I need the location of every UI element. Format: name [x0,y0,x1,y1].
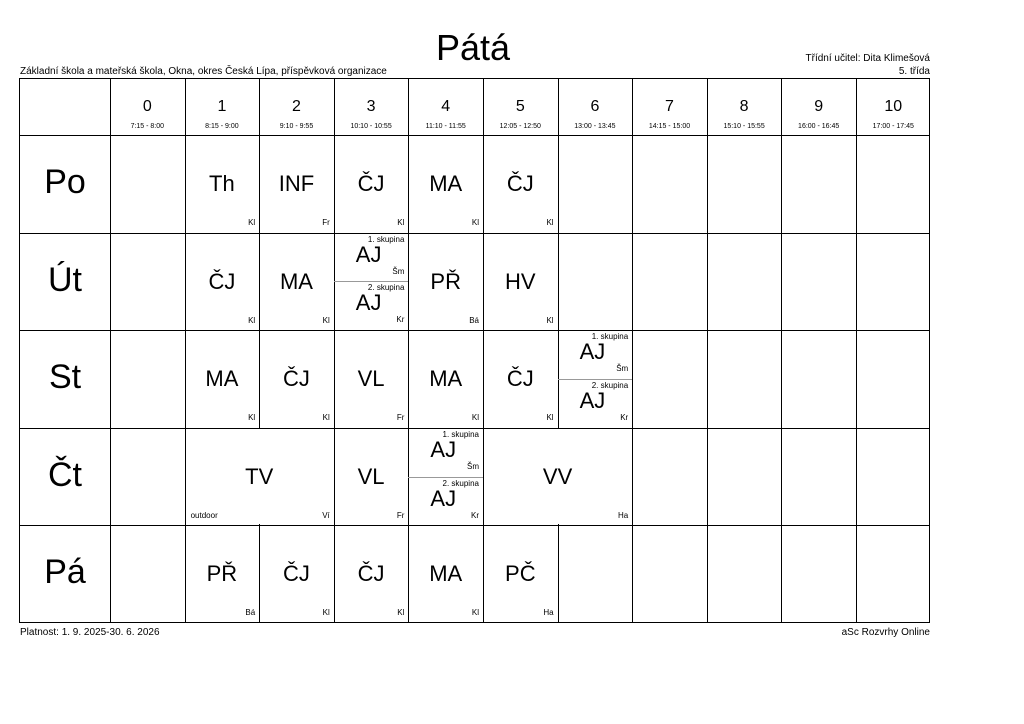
validity-text: Platnost: 1. 9. 2025-30. 6. 2026 [20,627,160,638]
lesson-subject: AJ [355,290,382,316]
lesson-subject: MA [205,366,239,392]
lesson-teacher: Kr [396,315,405,325]
grid-column-line [856,79,857,622]
lesson-teacher: Kl [248,315,256,325]
grid-column-line [632,79,633,622]
lesson-teacher: Šm [616,364,629,374]
lesson-subject: Th [209,171,235,196]
day-label: Čt [48,455,82,494]
lesson-teacher: Kl [322,608,330,618]
lesson-teacher: Kl [546,218,554,227]
period-time: 13:00 - 13:45 [574,123,616,130]
lesson-subject: AJ [579,339,606,365]
period-time: 12:05 - 12:50 [499,123,541,130]
period-time: 7:15 - 8:00 [130,123,165,130]
lesson-cell [185,428,334,526]
day-label: St [48,358,82,397]
lesson-subject: TV [245,463,274,489]
lesson-cell [334,428,409,526]
lesson-cell [259,525,334,623]
period-time: 11:10 - 11:55 [425,123,466,130]
lesson-cell [483,135,558,233]
lesson-subject: MA [429,171,463,196]
lesson-teacher: Ví [322,510,330,520]
day-label: Po [44,163,86,201]
group-divider [334,281,409,282]
brand-text: aSc Rozvrhy Online [841,627,930,638]
lesson-cell [185,233,260,331]
lesson-cell [483,525,558,623]
lesson-cell [408,135,483,233]
lesson-teacher: Šm [392,266,405,276]
lesson-teacher: Fr [396,413,405,423]
lesson-subject: MA [429,561,463,587]
grid-column-line [707,79,708,622]
lesson-subject: AJ [355,241,382,267]
lesson-subject: ČJ [506,366,534,392]
page-title: Pátá [435,27,511,68]
lesson-subject: PŘ [430,268,461,294]
lesson-teacher: Kl [471,608,479,618]
period-number: 2 [292,98,301,115]
lesson-subject: ČJ [283,561,310,587]
period-time: 17:00 - 17:45 [872,123,914,130]
lesson-subject: PČ [505,561,536,587]
lesson-cell [334,135,409,233]
lesson-cell [185,330,260,428]
day-label: Út [48,260,82,299]
period-time: 14:15 - 15:00 [648,123,691,130]
lesson-teacher: Kl [397,218,405,227]
period-number: 10 [884,98,903,115]
group-divider [408,477,483,478]
day-label: Pá [44,553,86,592]
period-time: 8:15 - 9:00 [205,123,239,130]
lesson-subject: VL [357,366,385,392]
lesson-cell [558,330,633,428]
lesson-cell [483,428,632,526]
lesson-teacher: Kl [471,218,479,227]
lesson-cell [408,330,483,428]
lesson-cell [185,525,260,623]
lesson-subject: ČJ [506,171,534,196]
lesson-cell [483,330,558,428]
lesson-cell [334,330,409,428]
lesson-subject: VL [357,463,385,489]
lesson-subject: HV [505,268,536,294]
group-label: 1. skupina [367,234,405,244]
lesson-cell [408,525,483,623]
lesson-cell [259,135,334,233]
group-label: 1. skupina [591,332,629,342]
grid-column-line [781,79,782,622]
period-number: 0 [142,98,152,115]
lesson-subject: MA [429,366,463,392]
period-number: 9 [814,98,824,115]
lesson-cell [334,525,409,623]
lesson-teacher: Kl [546,315,554,325]
group-label: 2. skupina [591,380,629,390]
lesson-teacher: Ha [543,608,554,618]
group-divider [558,379,633,380]
lesson-teacher: Bá [469,315,479,325]
lesson-subject: AJ [430,485,457,511]
lesson-cell [185,135,260,233]
period-number: 3 [366,98,376,115]
group-label: 1. skupina [442,429,479,439]
lesson-cell [408,233,483,331]
lesson-cell [408,428,483,526]
period-time: 15:10 - 15:55 [723,123,765,130]
group-label: 2. skupina [442,478,479,488]
lesson-subject: AJ [430,436,457,462]
lesson-teacher: Kr [620,412,629,422]
lesson-subject: VV [542,463,573,489]
class-teacher: Třídní učitel: Dita Klimešová [805,53,930,64]
lesson-cell [334,233,409,331]
lesson-teacher: Kl [546,413,554,423]
lesson-subject: INF [278,171,315,196]
lesson-teacher: Bá [245,608,256,618]
period-time: 10:10 - 10:55 [350,123,392,130]
lesson-teacher: Kr [470,510,479,520]
lesson-subject: MA [279,268,313,294]
lesson-cell [259,233,334,331]
lesson-teacher: Kl [322,315,330,325]
lesson-teacher: Kl [471,413,479,423]
lesson-teacher: Kl [248,218,256,227]
lesson-teacher: Ha [617,510,629,520]
lesson-cell [483,233,558,331]
grid-column-line [110,79,111,622]
period-number: 5 [515,98,525,115]
lesson-teacher: Fr [322,218,330,227]
lesson-subject: AJ [579,387,606,413]
lesson-teacher: Kl [397,608,405,618]
lesson-teacher: Fr [396,510,405,520]
period-number: 4 [441,98,451,115]
lesson-subject: ČJ [283,366,310,392]
lesson-teacher: Kl [322,413,330,423]
group-label: 2. skupina [367,283,405,293]
period-number: 7 [665,98,674,115]
class-name: 5. třída [898,66,930,77]
period-number: 6 [590,98,600,115]
lesson-teacher: Šm [466,461,479,471]
lesson-teacher: Kl [248,413,256,423]
school-name: Základní škola a mateřská škola, Okna, okres Česká Lípa, příspěvková organizace [20,66,387,77]
lesson-subject: ČJ [208,268,236,294]
period-time: 16:00 - 16:45 [798,123,840,130]
period-number: 1 [217,98,227,115]
period-time: 9:10 - 9:55 [279,123,314,130]
lesson-subject: ČJ [357,561,385,587]
lesson-subject: PŘ [206,561,238,587]
lesson-cell [259,330,334,428]
timetable-grid [19,78,930,623]
lesson-subject: ČJ [357,171,385,196]
lesson-room: outdoor [190,510,218,520]
period-number: 8 [739,98,749,115]
